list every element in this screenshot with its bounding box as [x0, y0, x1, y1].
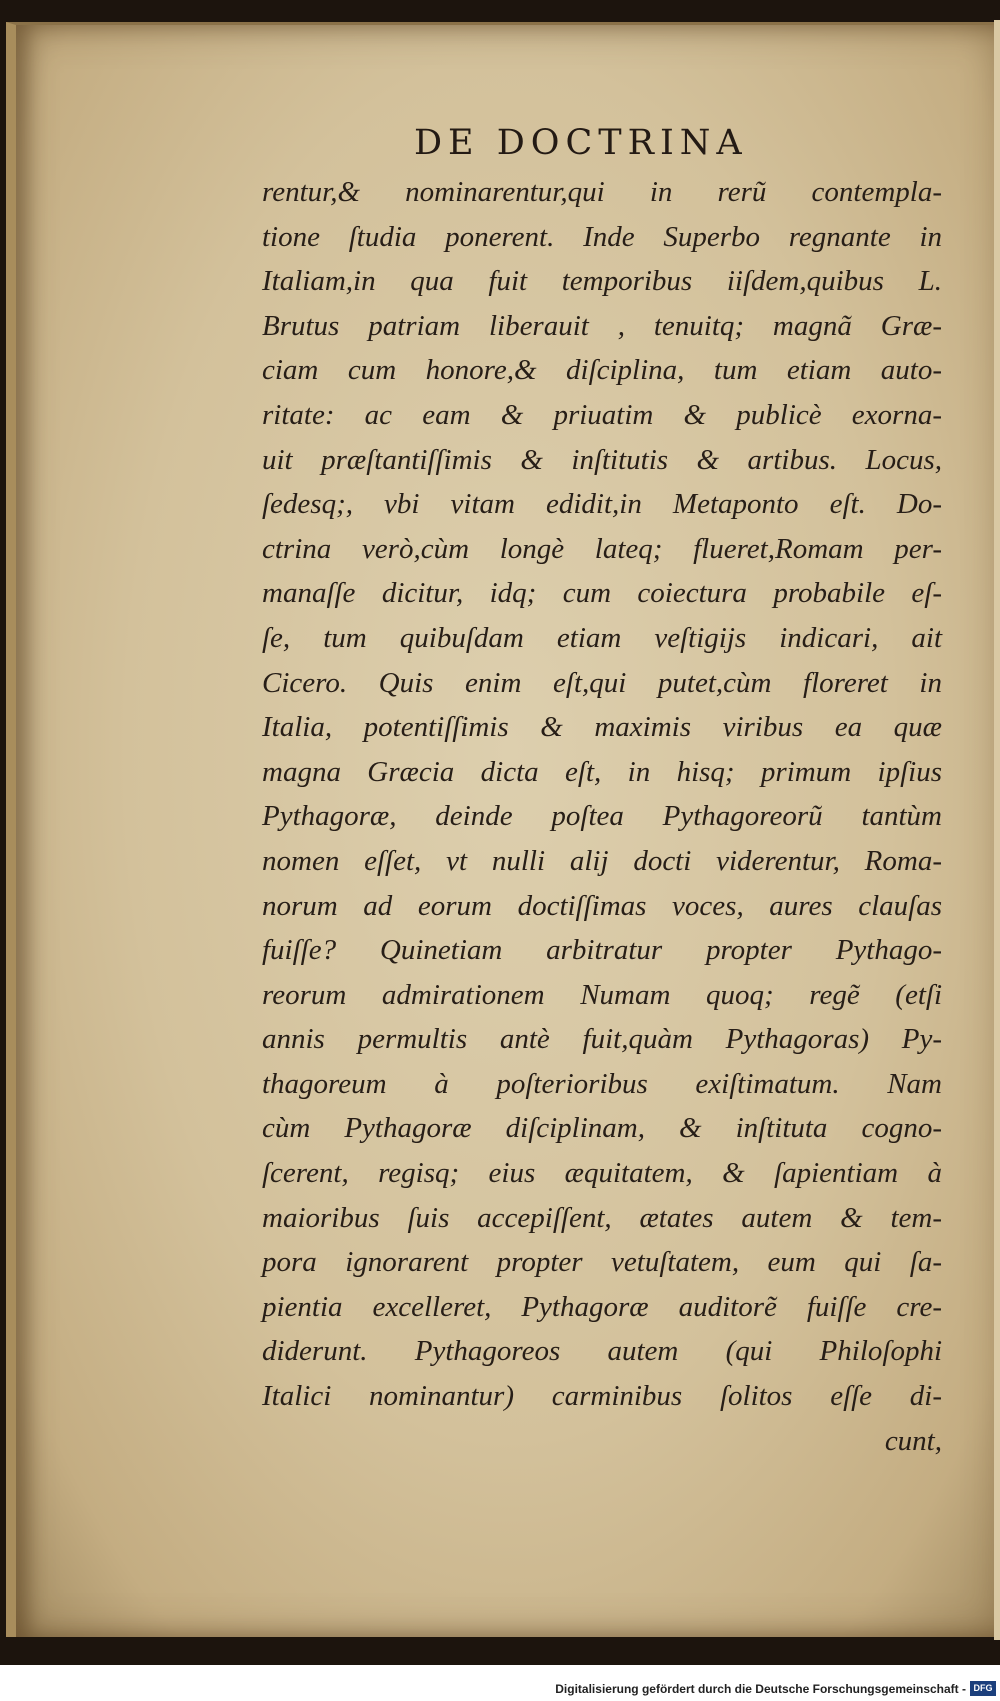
text-line: ritate: ac eam & priuatim & publicè exorna- [262, 398, 942, 431]
text-line: ſe, tum quibuſdam etiam veſtigijs indicari, ait [262, 621, 942, 654]
page-edge [994, 20, 1000, 1640]
text-line: rentur,& nominarentur,qui in rerũ contempla- [262, 176, 942, 208]
text-line: ſcerent, regisq; eius æquitatem, & ſapientiam à [262, 1157, 942, 1190]
text-line: maioribus ſuis accepiſſent, ætates autem & tem- [262, 1201, 942, 1234]
text-line: uit præſtantiſſimis & inſtitutis & artibus. Locus, [262, 443, 942, 476]
text-line: ciam cum honore,& diſciplina, tum etiam auto- [262, 354, 942, 387]
text-line: Italiam,in qua fuit temporibus iiſdem,quibus L. [262, 265, 942, 298]
text-line: Italici nominantur) carminibus ſolitos eſſe di- [262, 1380, 942, 1413]
text-line: annis permultis antè fuit,quàm Pythagoras) Py- [262, 1023, 942, 1056]
body-text [262, 170, 942, 1463]
funding-credit: Digitalisierung gefördert durch die Deutsche Forschungsgemeinschaft - [555, 1682, 966, 1696]
text-line: Pythagoræ, deinde poſtea Pythagoreorũ tantùm [262, 800, 942, 833]
text-line: magna Græcia dicta eſt, in hisq; primum ipſius [262, 755, 942, 788]
text-line: norum ad eorum doctiſſimas voces, aures clauſas [262, 889, 942, 922]
text-line: ctrina verò,cùm longè lateq; flueret,Romam per- [262, 532, 942, 565]
text-line: cùm Pythagoræ diſciplinam, & inſtituta cogno- [262, 1112, 942, 1145]
text-line: pientia excelleret, Pythagoræ auditorẽ fuiſſe cre- [262, 1290, 942, 1323]
text-line: ſedesq;, vbi vitam edidit,in Metaponto eſt. Do- [262, 488, 942, 521]
text-line: Cicero. Quis enim eſt,qui putet,cùm floreret in [262, 666, 942, 699]
text-line: reorum admirationem Numam quoq; regẽ (etſi [262, 978, 942, 1011]
footer-bar [0, 1679, 1000, 1701]
catchword: cunt, [884, 1424, 942, 1457]
text-line: manaſſe dicitur, idq; cum coiectura probabile eſ- [262, 577, 942, 610]
text-line: Italia, potentiſſimis & maximis viribus ea quæ [262, 711, 942, 744]
text-line: nomen eſſet, vt nulli alij docti viderentur, Roma- [262, 844, 942, 877]
text-line: tione ſtudia ponerent. Inde Superbo regnante in [262, 220, 942, 253]
running-head: DE DOCTRINA [414, 123, 748, 163]
dfg-logo: DFG [970, 1681, 996, 1696]
text-line: fuiſſe? Quinetiam arbitratur propter Pythago- [262, 934, 942, 967]
text-line: thagoreum à poſterioribus exiſtimatum. Nam [262, 1067, 942, 1100]
text-line: diderunt. Pythagoreos autem (qui Philoſophi [262, 1335, 942, 1368]
text-line: Brutus patriam liberauit , tenuitq; magnã Græ- [262, 309, 942, 342]
text-line: pora ignorarent propter vetuſtatem, eum qui ſa- [262, 1246, 942, 1279]
